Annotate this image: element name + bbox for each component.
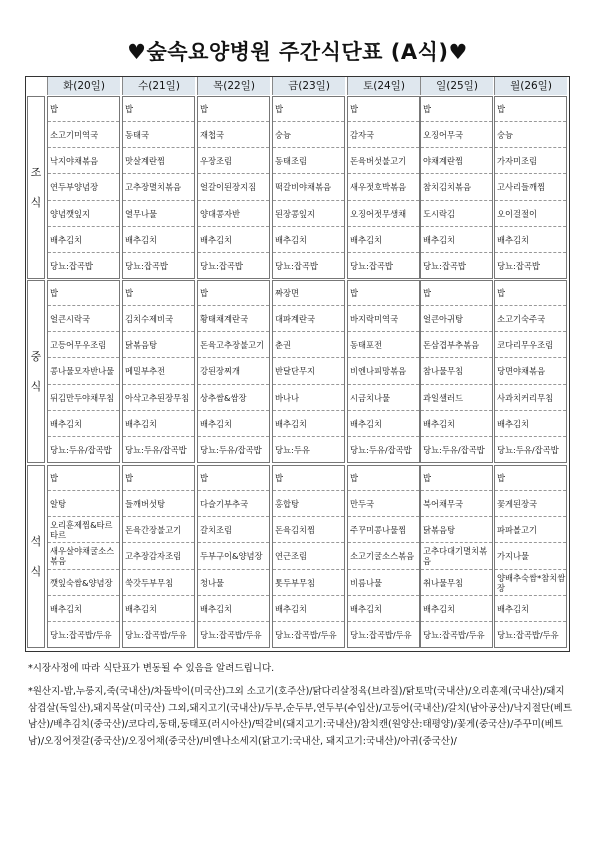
menu-item: 맛살계란찜 xyxy=(123,149,194,174)
menu-item: 당뇨:두유/잡곡밥 xyxy=(423,445,485,456)
menu-item: 새우살야채굴소스볶음 xyxy=(48,544,119,569)
menu-item: 배추김치 xyxy=(198,597,269,622)
menu-item: 주꾸미콩나물찜 xyxy=(348,518,419,543)
menu-item: 오이걸절이 xyxy=(495,202,566,227)
menu-item: 고추장멸치볶음 xyxy=(123,175,194,200)
menu-item: 들깨버섯탕 xyxy=(123,492,194,517)
menu-item: 당뇨:잡곡밥 xyxy=(497,261,540,272)
menu-item: 당뇨:잡곡밥 xyxy=(350,261,393,272)
menu-item: 숭늉 xyxy=(495,123,566,148)
menu-item: 사과치커리무침 xyxy=(495,386,566,411)
menu-item: 당뇨:잡곡밥/두유 xyxy=(497,630,559,641)
menu-item: 밥 xyxy=(421,281,492,306)
menu-item: 배추김치 xyxy=(273,597,344,622)
menu-item: 돈육김치찜 xyxy=(273,518,344,543)
menu-item: 참치김치볶음 xyxy=(421,175,492,200)
menu-item: 당뇨:잡곡밥/두유 xyxy=(125,630,187,641)
menu-item: 당뇨:잡곡밥 xyxy=(50,261,93,272)
menu-item: 배추김치 xyxy=(495,228,566,253)
menu-item: 두부구이&양념장 xyxy=(198,544,269,569)
menu-item: 연근조림 xyxy=(273,544,344,569)
day-header: 월(26일) xyxy=(494,77,567,95)
menu-item: 된장콩잎지 xyxy=(273,202,344,227)
notice-text: *시장사정에 따라 식단표가 변동될 수 있음을 알려드립니다. xyxy=(28,663,275,674)
menu-item: 당뇨:잡곡밥 xyxy=(275,261,318,272)
menu-item: 강된장찌개 xyxy=(198,359,269,384)
menu-item: 배추김치 xyxy=(123,597,194,622)
menu-item: 대파계란국 xyxy=(273,307,344,332)
menu-item: 밥 xyxy=(421,466,492,491)
day-header: 화(20일) xyxy=(47,77,120,95)
menu-item: 비엔나피망볶음 xyxy=(348,359,419,384)
menu-item: 홍합탕 xyxy=(273,492,344,517)
menu-item: 뒤김만두야채무침 xyxy=(48,386,119,411)
menu-item: 김치수제비국 xyxy=(123,307,194,332)
menu-item: 밥 xyxy=(123,97,194,122)
menu-item: 밥 xyxy=(495,281,566,306)
menu-item: 밥 xyxy=(495,97,566,122)
day-header: 토(24일) xyxy=(347,77,420,95)
menu-item: 과일샐러드 xyxy=(421,386,492,411)
menu-item: 소고기미역국 xyxy=(48,123,119,148)
menu-item: 가지나물 xyxy=(495,544,566,569)
menu-item: 메밀부추전 xyxy=(123,359,194,384)
menu-item: 밥 xyxy=(348,97,419,122)
menu-item: 톳두부무침 xyxy=(273,571,344,596)
menu-item: 소고기굴소스볶음 xyxy=(348,544,419,569)
menu-item: 고등어무우조림 xyxy=(48,333,119,358)
menu-item: 밥 xyxy=(348,466,419,491)
menu-item: 연두부양념장 xyxy=(48,175,119,200)
menu-item: 배추김치 xyxy=(348,412,419,437)
menu-item: 황태채계란국 xyxy=(198,307,269,332)
menu-item: 당뇨:잡곡밥 xyxy=(125,261,168,272)
menu-item: 떡갈비야채볶음 xyxy=(273,175,344,200)
menu-item: 숭늉 xyxy=(273,123,344,148)
menu-item: 바지락미역국 xyxy=(348,307,419,332)
menu-item: 배추김치 xyxy=(198,412,269,437)
menu-item: 오리훈제찜&타르타르 xyxy=(48,518,119,543)
menu-item: 돈육고추장불고기 xyxy=(198,333,269,358)
menu-item: 동태국 xyxy=(123,123,194,148)
menu-item: 돈육버섯불고기 xyxy=(348,149,419,174)
menu-item: 배추김치 xyxy=(495,412,566,437)
menu-item: 우장조림 xyxy=(198,149,269,174)
menu-item: 양배추숙쌈*참치쌈장 xyxy=(495,571,566,596)
menu-item: 배추김치 xyxy=(48,412,119,437)
menu-item: 배추김치 xyxy=(421,597,492,622)
menu-item: 동태포전 xyxy=(348,333,419,358)
menu-item: 당뇨:잡곡밥 xyxy=(200,261,243,272)
menu-item: 얼갈이된장지짐 xyxy=(198,175,269,200)
menu-item: 오징어젓무생채 xyxy=(348,202,419,227)
menu-item: 밥 xyxy=(123,466,194,491)
menu-item: 배추김치 xyxy=(48,597,119,622)
menu-item: 참나물무침 xyxy=(421,359,492,384)
day-header: 금(23일) xyxy=(272,77,345,95)
menu-item: 배추김치 xyxy=(273,412,344,437)
meal-label xyxy=(27,465,45,648)
menu-item: 밥 xyxy=(48,281,119,306)
menu-item: 당뇨:잡곡밥 xyxy=(423,261,466,272)
menu-item: 고사리들깨찜 xyxy=(495,175,566,200)
menu-item: 감자국 xyxy=(348,123,419,148)
menu-item: 밥 xyxy=(421,97,492,122)
menu-item: 밥 xyxy=(198,281,269,306)
menu-item: 밥 xyxy=(495,466,566,491)
menu-item: 닭볶음탕 xyxy=(123,333,194,358)
page-title: ♥숲속요양병원 주간식단표 (A식)♥ xyxy=(127,40,468,64)
menu-item: 당뇨:잡곡밥/두유 xyxy=(275,630,337,641)
menu-item: 소고기숙주국 xyxy=(495,307,566,332)
menu-item: 열무나물 xyxy=(123,202,194,227)
menu-item: 당뇨:잡곡밥/두유 xyxy=(350,630,412,641)
menu-item: 알탕 xyxy=(48,492,119,517)
menu-item: 짜장면 xyxy=(273,281,344,306)
menu-item: 밥 xyxy=(198,466,269,491)
menu-item: 당뇨:두유/잡곡밥 xyxy=(497,445,559,456)
menu-item: 양념깻잎지 xyxy=(48,202,119,227)
menu-item: 만두국 xyxy=(348,492,419,517)
menu-item: 파파볼고기 xyxy=(495,518,566,543)
menu-item: 얼큰아귀탕 xyxy=(421,307,492,332)
menu-item: 당뇨:두유/잡곡밥 xyxy=(50,445,112,456)
menu-item: 코다리무우조림 xyxy=(495,333,566,358)
menu-item: 배추김치 xyxy=(123,412,194,437)
menu-item: 배추김치 xyxy=(495,597,566,622)
menu-item: 밥 xyxy=(273,466,344,491)
menu-item: 배추김치 xyxy=(348,228,419,253)
meal-label-char: 석 xyxy=(30,534,42,548)
menu-item: 당뇨:두유/잡곡밥 xyxy=(125,445,187,456)
menu-item: 당뇨:두유/잡곡밥 xyxy=(200,445,262,456)
menu-item: 닭볶음탕 xyxy=(421,518,492,543)
menu-item: 새우젓호박볶음 xyxy=(348,175,419,200)
menu-item: 배추김치 xyxy=(198,228,269,253)
menu-item: 다슬기부추국 xyxy=(198,492,269,517)
meal-label-char: 중 xyxy=(30,349,42,363)
menu-item: 배추김치 xyxy=(348,597,419,622)
menu-item: 고추장감자조림 xyxy=(123,544,194,569)
menu-item: 당뇨:잡곡밥/두유 xyxy=(50,630,112,641)
menu-item: 시금치나물 xyxy=(348,386,419,411)
menu-item: 당뇨:잡곡밥/두유 xyxy=(423,630,485,641)
menu-item: 청나물 xyxy=(198,571,269,596)
menu-item: 당뇨:두유 xyxy=(275,445,310,456)
menu-item: 동태조림 xyxy=(273,149,344,174)
menu-item: 갈치조림 xyxy=(198,518,269,543)
menu-item: 춘권 xyxy=(273,333,344,358)
menu-item: 콩나물모자반나물 xyxy=(48,359,119,384)
menu-item: 꽃게된장국 xyxy=(495,492,566,517)
menu-item: 상추쌈&쌈장 xyxy=(198,386,269,411)
day-header-row xyxy=(25,77,570,95)
menu-item: 얼큰시락국 xyxy=(48,307,119,332)
meal-label-char: 식 xyxy=(30,379,42,393)
meal-label-char: 식 xyxy=(30,564,42,578)
menu-item: 밥 xyxy=(273,97,344,122)
meal-label-char: 식 xyxy=(30,195,42,209)
menu-item: 취나물무침 xyxy=(421,571,492,596)
day-header: 일(25일) xyxy=(420,77,493,95)
day-header: 수(21일) xyxy=(122,77,195,95)
menu-item: 도시락김 xyxy=(421,202,492,227)
menu-item: 밥 xyxy=(48,97,119,122)
menu-item: 돈육간장불고기 xyxy=(123,518,194,543)
menu-item: 배추김치 xyxy=(123,228,194,253)
meal-label-char: 조 xyxy=(30,165,42,179)
menu-item: 가자미조림 xyxy=(495,149,566,174)
menu-item: 낙지야채볶음 xyxy=(48,149,119,174)
menu-item: 오징어무국 xyxy=(421,123,492,148)
menu-item: 야채계란찜 xyxy=(421,149,492,174)
menu-item: 아삭고추된장무침 xyxy=(123,386,194,411)
menu-item: 배추김치 xyxy=(421,228,492,253)
meal-label xyxy=(27,96,45,279)
origin-text: *원산지-밥,누룽지,죽(국내산)/차돌박이(미국산)그외 소고기(호주산)/닭다리살정육(브라질)/닭토막(국내산)/오리훈제(국내산)/돼지삼겹살(독일산),돼지목살(미국산) 그외,돼지고기(국내산)/두부,순두부,연두부(수입산)/고등어(국내산)/갈치(남아공산)/낙지절단(베트남산)/배추김치(중국산)/코다리,동태,동태포(러시아산)/떡갈비(돼지고기:국내산)/참치캔(원양산:태평양)/꽃게(중국산)/주꾸미(베트남)/오징어젓갈(중국산)/오징어채(중국산)/비엔나소세지(닭고기:국내산, 돼지고기:국내산)/아귀(중국산)/ xyxy=(28,686,573,747)
menu-item: 고추다대기멸치볶음 xyxy=(421,544,492,569)
menu-item: 당면야채볶음 xyxy=(495,359,566,384)
menu-item: 밥 xyxy=(123,281,194,306)
menu-item: 당뇨:두유/잡곡밥 xyxy=(350,445,412,456)
menu-item: 밥 xyxy=(348,281,419,306)
meal-label xyxy=(27,280,45,463)
menu-item: 당뇨:잡곡밥/두유 xyxy=(200,630,262,641)
menu-item: 재첩국 xyxy=(198,123,269,148)
menu-item: 쑥갓두부무침 xyxy=(123,571,194,596)
menu-item: 깻잎숙쌈&양념장 xyxy=(48,571,119,596)
day-header: 목(22일) xyxy=(197,77,270,95)
menu-item: 북어채무국 xyxy=(421,492,492,517)
menu-item: 반달단무지 xyxy=(273,359,344,384)
menu-item: 배추김치 xyxy=(273,228,344,253)
menu-item: 돈삼겹부추볶음 xyxy=(421,333,492,358)
menu-item: 바나나 xyxy=(273,386,344,411)
menu-item: 밥 xyxy=(48,466,119,491)
menu-item: 비름나물 xyxy=(348,571,419,596)
menu-item: 양대콩자반 xyxy=(198,202,269,227)
menu-item: 배추김치 xyxy=(48,228,119,253)
menu-item: 배추김치 xyxy=(421,412,492,437)
menu-item: 밥 xyxy=(198,97,269,122)
